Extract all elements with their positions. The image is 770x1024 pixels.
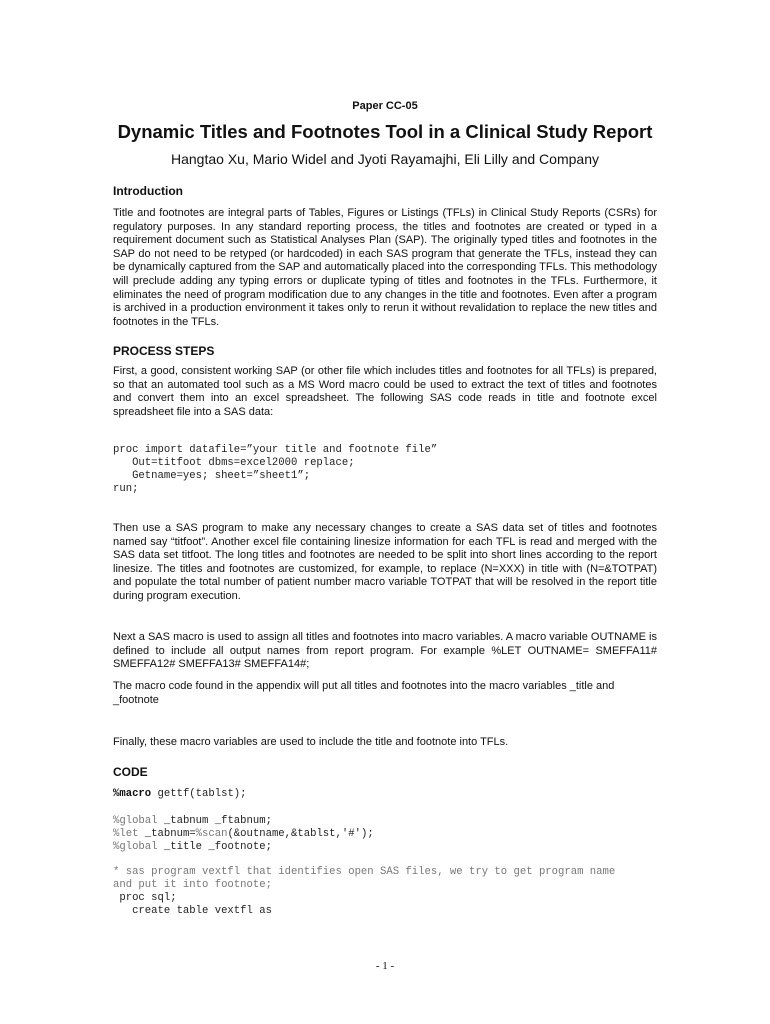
code-line-global-tabnum: [113, 815, 673, 828]
code-proc-sql: proc sql; create table vextfl as: [119, 892, 272, 917]
macro-keyword: %macro: [113, 788, 152, 800]
introduction-paragraph: Title and footnotes are integral parts of Tables, Figures or Listings (TFLs) in Clinical Study Reports (CSRs) for regulatory purposes. In any standard reporting process, the titles and footnotes are created or typed in a requirement document such as Statistical Analyses Plan (SAP). The originally typed titles and footnotes in the SAP do not need to be retyped (or hardcoded) in each SAS program that generate the TFLs, instead they can be dynamically captured from the SAP and automatically placed into the corresponding TFLs. This methodology will preclude adding any typing errors or duplicate typing of titles and footnotes in the TFLs. Furthermore, it eliminates the need of program modification due to any changes in the title and footnotes. Even after a program is archived in a production environment it takes only to rerun it without revalidation to replace the new titles and footnotes in the TFLs.: [113, 207, 657, 328]
global-vars-2: _title _footnote;: [157, 841, 272, 853]
global-keyword: %global: [113, 815, 158, 827]
scan-args: (&outname,&tablst,'#');: [227, 828, 374, 840]
let-assign: _tabnum=: [138, 828, 196, 840]
paper-id: Paper CC-05: [352, 100, 418, 112]
process-steps-paragraph-5: Finally, these macro variables are used to include the title and footnote into TFLs.: [113, 736, 509, 748]
process-steps-paragraph-1: First, a good, consistent working SAP (or other file which includes titles and footnotes for all TFLs) is prepared, so that an automated tool such as a MS Word macro could be used to extract the text of titles and footnotes and convert them into an excel spreadsheet. The following SAS code reads in title and footnote excel spreadsheet file into a SAS data:: [113, 365, 657, 418]
code-line-global-title: [113, 841, 673, 854]
sas-import-code: proc import datafile=”your title and footnote file” Out=titfoot dbms=excel2000 replace; Getname=yes; sheet=”sheet1”; run;: [113, 444, 438, 495]
paper-title: Dynamic Titles and Footnotes Tool in a Clinical Study Report: [117, 121, 653, 142]
code-line-macro: [113, 788, 673, 801]
process-steps-paragraph-3: Next a SAS macro is used to assign all titles and footnotes into macro variables. A macro variable OUTNAME is defined to include all output names from report program. For example %LET OUTNAME= SMEFFA11# SMEFFA12# SMEFFA13# SMEFFA14#;: [113, 631, 657, 671]
code-comment: * sas program vextfl that identifies open SAS files, we try to get program name and put it into footnote;: [113, 866, 616, 891]
macro-signature: gettf(tablst);: [151, 788, 247, 800]
process-steps-paragraph-4: The macro code found in the appendix will put all titles and footnotes into the macro variables _title and _footnote: [113, 680, 615, 706]
code-heading: CODE: [113, 765, 148, 779]
introduction-heading: Introduction: [113, 184, 183, 198]
page-number: - 1 -: [375, 960, 395, 972]
global-vars: _tabnum _ftabnum;: [157, 815, 272, 827]
global-keyword-2: %global: [113, 841, 158, 853]
code-line-let-tabnum: [113, 828, 673, 841]
scan-keyword: %scan: [195, 828, 228, 840]
process-steps-heading: PROCESS STEPS: [113, 344, 215, 358]
let-keyword: %let: [113, 828, 139, 840]
process-steps-paragraph-2: Then use a SAS program to make any necessary changes to create a SAS data set of titles and footnotes named say “titfoot”. Another excel file containing linesize information for each TFL is read and merged with the SAS data set titfoot. The long titles and footnotes are needed to be split into short lines according to the report linesize. The titles and footnotes are customized, for example, to replace (N=XXX) in title with (N=&TOTPAT) and populate the total number of patient number macro variable TOTPAT that will be resolved in the report title during program execution.: [113, 522, 657, 602]
paper-authors: Hangtao Xu, Mario Widel and Jyoti Rayamajhi, Eli Lilly and Company: [171, 151, 599, 167]
